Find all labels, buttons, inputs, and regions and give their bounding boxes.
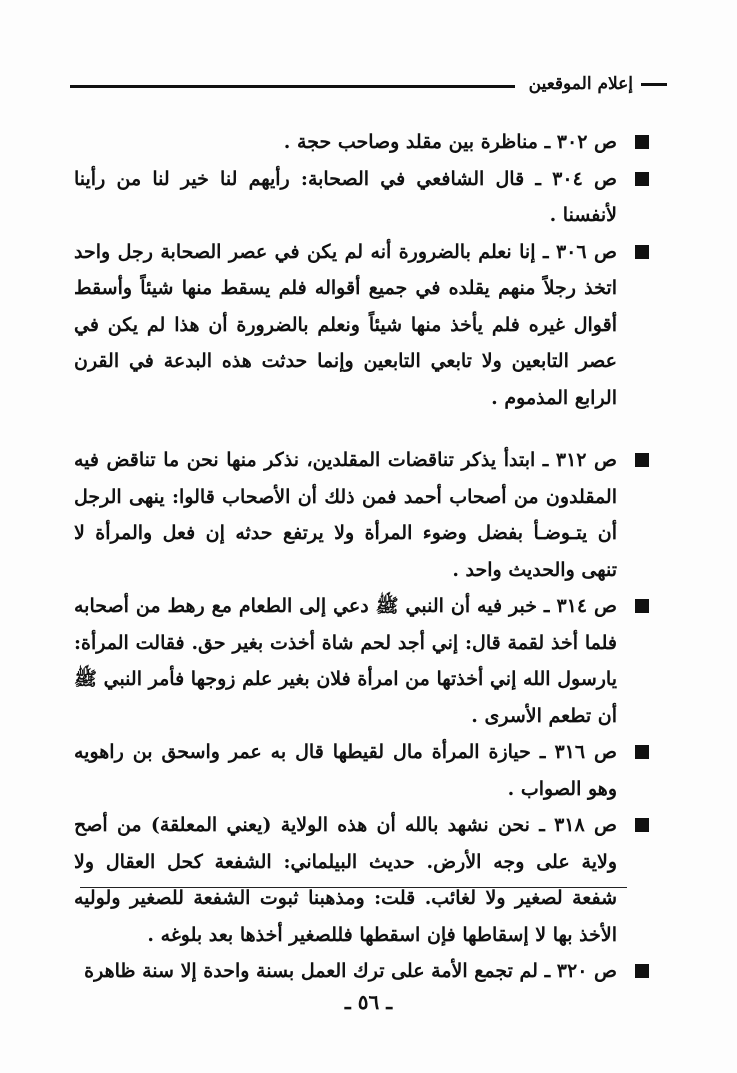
list-item (74, 442, 649, 588)
list-item (74, 124, 649, 161)
entry-text: نحن نشهد بالله أن هذه الولاية (يعني المعلقة) من أصح ولاية على وجه الأرض. حديث البيلماني: الشفعة كحل العقال ولا شفعة لصغير ولا لغائب. قلت: ومذهبنا ثبوت الشفعة للصغير ولوليه الأخذ بها لا إسقاطها فإن اسقطها فللصغير أخذها بعد بلوغه . (74, 814, 617, 946)
list-item (74, 734, 649, 807)
page-number: ـ ٥٦ ـ (344, 990, 393, 1014)
entry-text: قال الشافعي في الصحابة: رأيهم لنا خير لنا من رأينا لأنفسنا . (74, 167, 617, 226)
square-bullet-icon (635, 818, 649, 832)
list-item (74, 588, 649, 734)
header-dash (641, 83, 667, 86)
entry-text: ابتدأ يذكر تناقضات المقلدين، نذكر منها نحن ما تناقض فيه المقلدون من أصحاب أحمد فمن ذلك أن الأصحاب قالوا: ينهى الرجل أن يتـوضـأ بفضل وضوء المرأة ولا يرتفع حدثه إن فعل والمرأة لا تنهى والحديث واحد . (74, 449, 617, 581)
page-reference: ص ٣٠٤ ـ (535, 167, 617, 190)
square-bullet-icon (635, 599, 649, 613)
page-reference: ص ٣١٦ ـ (539, 741, 618, 763)
entry-text: خبر فيه أن النبي ﷺ دعي إلى الطعام مع رهط من أصحابه فلما أخذ لقمة قال: إني أجد لحم شاة أخذت بغير حق. فقالت المرأة: يارسول الله إني أخذتها من امرأة فلان بغير علم زوجها فأمر النبي ﷺ أن تطعم الأسرى . (74, 595, 617, 727)
page-reference: ص ٣٠٢ ـ (544, 131, 617, 153)
index-list (74, 124, 649, 990)
list-item (74, 161, 649, 234)
header-rule (70, 85, 515, 88)
square-bullet-icon (635, 964, 649, 978)
running-header (70, 74, 667, 94)
entry-text: مناظرة بين مقلد وصاحب حجة . (283, 131, 538, 153)
square-bullet-icon (635, 745, 649, 759)
list-item (74, 953, 649, 990)
entry-text: لم تجمع الأمة على ترك العمل بسنة واحدة إلا سنة ظاهرة (84, 960, 538, 982)
page-reference: ص ٣٠٦ ـ (542, 240, 617, 263)
square-bullet-icon (635, 245, 649, 259)
page-reference: ص ٣١٤ ـ (543, 595, 617, 617)
page-reference: ص ٣١٨ ـ (539, 814, 617, 836)
entry-text: حيازة المرأة مال لقيطها قال به عمر واسحق بن راهويه وهو الصواب . (74, 741, 617, 800)
list-item (74, 234, 649, 417)
square-bullet-icon (635, 135, 649, 149)
list-item (74, 807, 649, 953)
square-bullet-icon (635, 172, 649, 186)
page-reference: ص ٣٢٠ ـ (544, 960, 617, 982)
square-bullet-icon (635, 453, 649, 467)
page-reference: ص ٣١٢ ـ (542, 449, 618, 471)
entry-text: إنا نعلم بالضرورة أنه لم يكن في عصر الصحابة رجل واحد اتخذ رجلاً منهم يقلده في جميع أقواله فلم يسقط منها شيئاً وأسقط أقوال غيره فلم يأخذ منها شيئاً ونعلم بالضرورة أن هذا لم يكن في عصر التابعين ولا تابعي التابعين وإنما حدثت هذه البدعة في القرن الرابع المذموم . (74, 240, 617, 409)
header-title: إعلام الموقعين (528, 74, 633, 94)
underline-rule (80, 887, 627, 888)
